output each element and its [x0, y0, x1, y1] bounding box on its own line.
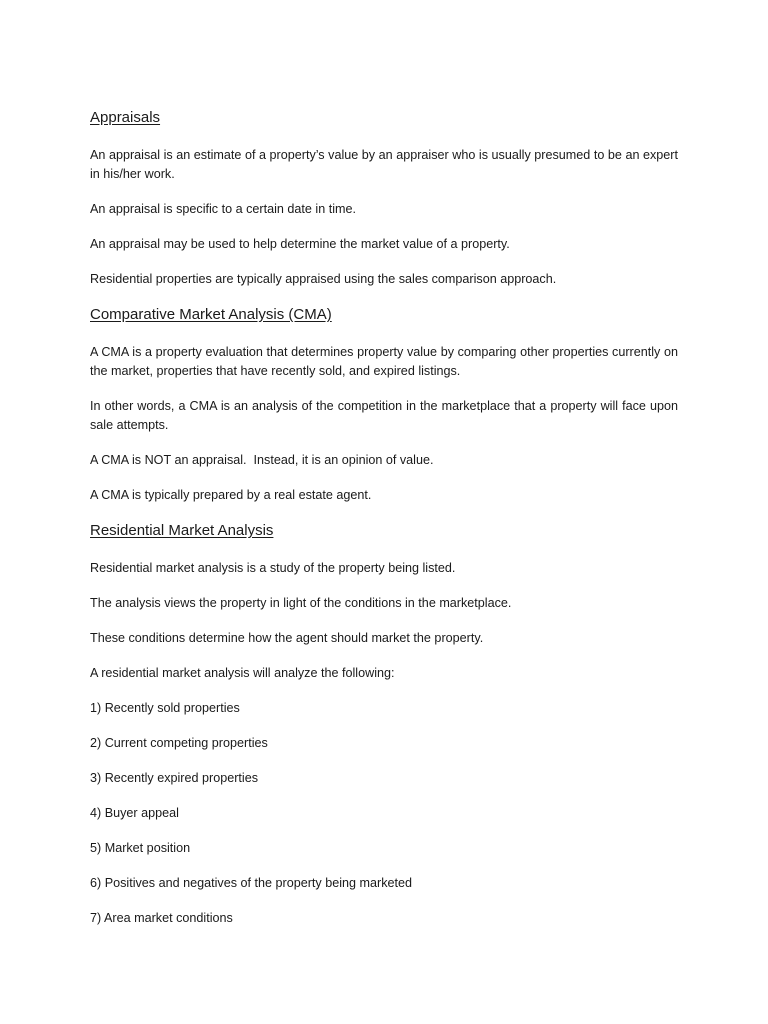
paragraph: Residential properties are typically appraised using the sales comparison approach.: [90, 272, 557, 286]
paragraph: These conditions determine how the agent should market the property.: [90, 631, 484, 645]
list-item: 6) Positives and negatives of the property being marketed: [90, 876, 413, 890]
list-item: 7) Area market conditions: [90, 911, 233, 925]
paragraph: The analysis views the property in light of the conditions in the marketplace.: [90, 596, 512, 610]
section-cma: [90, 305, 678, 505]
list-item: 4) Buyer appeal: [90, 806, 179, 820]
analysis-list: [90, 699, 678, 928]
paragraph: In other words, a CMA is an analysis of the competition in the marketplace that a property will face upon sale attempts.: [90, 399, 678, 432]
list-item: 5) Market position: [90, 841, 191, 855]
section-appraisals: [90, 108, 678, 289]
section-heading: Comparative Market Analysis (CMA): [90, 306, 332, 323]
paragraph: An appraisal is specific to a certain date in time.: [90, 202, 356, 216]
paragraph: An appraisal may be used to help determine the market value of a property.: [90, 237, 510, 251]
list-item: 3) Recently expired properties: [90, 771, 258, 785]
paragraph: Residential market analysis is a study of the property being listed.: [90, 561, 456, 575]
list-item: 2) Current competing properties: [90, 736, 268, 750]
paragraph: A CMA is a property evaluation that determines property value by comparing other properties currently on the market, properties that have recently sold, and expired listings.: [90, 345, 678, 378]
paragraph: A residential market analysis will analyze the following:: [90, 666, 395, 680]
section-heading: Residential Market Analysis: [90, 522, 274, 539]
document-page: [90, 108, 678, 944]
list-item: 1) Recently sold properties: [90, 701, 240, 715]
section-residential-market-analysis: [90, 521, 678, 928]
paragraph: A CMA is typically prepared by a real estate agent.: [90, 488, 372, 502]
paragraph: An appraisal is an estimate of a property’s value by an appraiser who is usually presumed to be an expert in his/her work.: [90, 148, 678, 181]
section-heading: Appraisals: [90, 109, 161, 126]
paragraph: A CMA is NOT an appraisal. Instead, it is an opinion of value.: [90, 453, 434, 467]
